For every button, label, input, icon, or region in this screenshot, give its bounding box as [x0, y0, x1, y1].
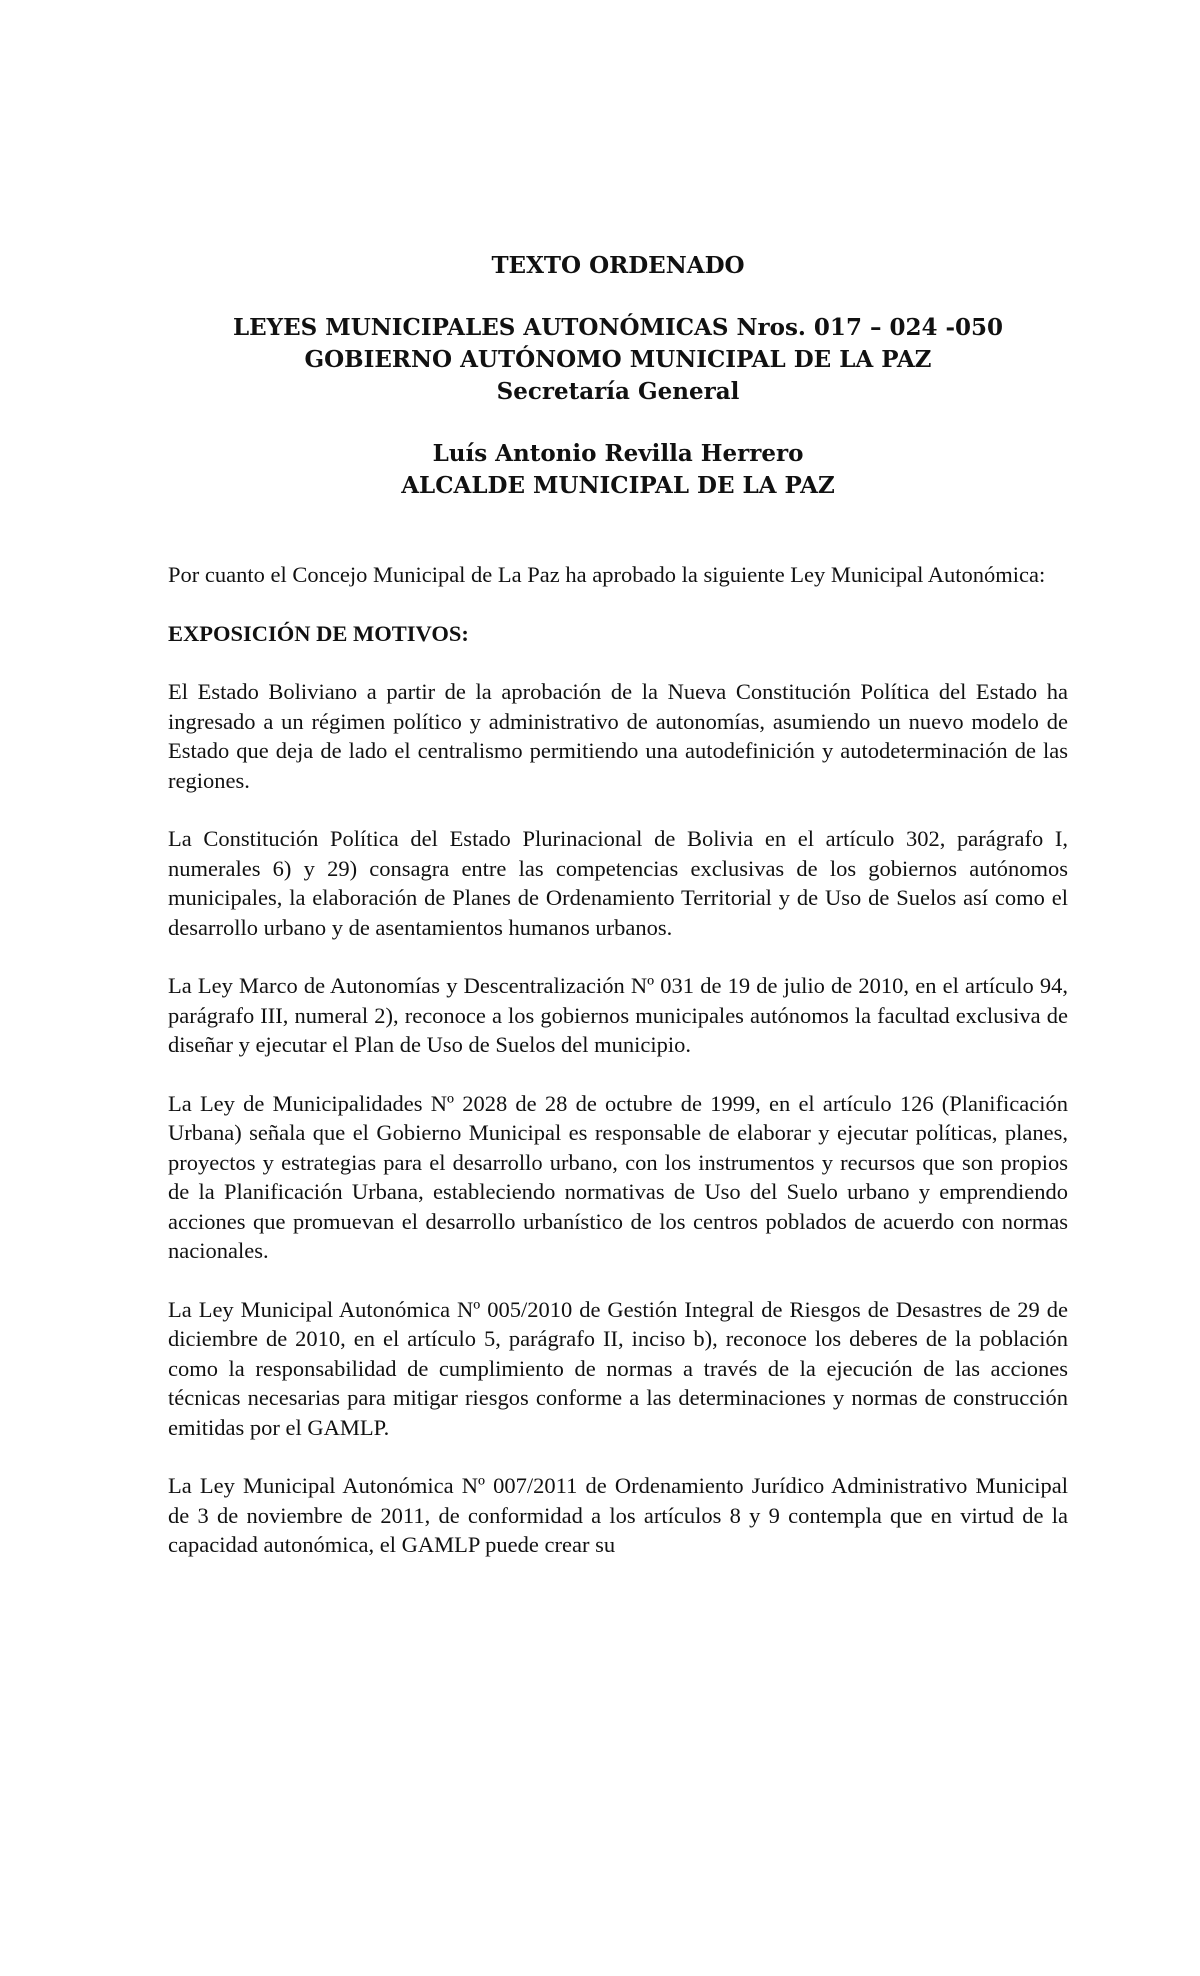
- laws-heading: LEYES MUNICIPALES AUTONÓMICAS Nros. 017 – 024 -050: [232, 314, 1004, 341]
- mayor-title: ALCALDE MUNICIPAL DE LA PAZ: [401, 472, 835, 499]
- paragraph-6: La Ley Municipal Autonómica Nº 007/2011 de Ordenamiento Jurídico Administrativo Municipal de 3 de noviembre de 2011, de conformidad a los artículos 8 y 9 contempla que en virtud de la capacidad autonómica, el GAMLP puede crear su: [168, 1473, 1068, 1557]
- section-heading: EXPOSICIÓN DE MOTIVOS:: [168, 620, 469, 646]
- paragraph-3: La Ley Marco de Autonomías y Descentralización Nº 031 de 19 de julio de 2010, en el artículo 94, parágrafo III, numeral 2), reconoce a los gobiernos municipales autónomos la facultad exclusiva de diseñar y ejecutar el Plan de Uso de Suelos del municipio.: [168, 973, 1068, 1057]
- paragraph-1: El Estado Boliviano a partir de la aprobación de la Nueva Constitución Política del Estado ha ingresado a un régimen político y administrativo de autonomías, asumiendo un nuevo modelo de Estado que deja de lado el centralismo permitiendo una autodefinición y autodeterminación de las regiones.: [168, 679, 1068, 793]
- document-title: TEXTO ORDENADO: [491, 252, 745, 279]
- paragraph-5: La Ley Municipal Autonómica Nº 005/2010 de Gestión Integral de Riesgos de Desastres de 29 de diciembre de 2010, en el artículo 5, parágrafo II, inciso b), reconoce los deberes de la población como la responsabilidad de cumplimiento de normas a través de la ejecución de las acciones técnicas necesarias para mitigar riesgos conforme a las determinaciones y normas de construcción emitidas por el GAMLP.: [168, 1296, 1068, 1440]
- mayor-name: Luís Antonio Revilla Herrero: [432, 440, 804, 467]
- document-content: [168, 250, 1068, 1589]
- paragraph-4: La Ley de Municipalidades Nº 2028 de 28 de octubre de 1999, en el artículo 126 (Planificación Urbana) señala que el Gobierno Municipal es responsable de elaborar y ejecutar políticas, planes, proyectos y estrategias para el desarrollo urbano, con los instrumentos y recursos que son propios de la Planificación Urbana, estableciendo normativas de Uso del Suelo urbano y emprendiendo acciones que promuevan el desarrollo urbanístico de los centros poblados de acuerdo con normas nacionales.: [168, 1090, 1068, 1263]
- intro-paragraph: Por cuanto el Concejo Municipal de La Paz ha aprobado la siguiente Ley Municipal Autonómica:: [168, 562, 1046, 587]
- government-heading: GOBIERNO AUTÓNOMO MUNICIPAL DE LA PAZ: [304, 346, 932, 373]
- office-heading: Secretaría General: [496, 378, 740, 405]
- paragraph-2: La Constitución Política del Estado Plurinacional de Bolivia en el artículo 302, parágrafo I, numerales 6) y 29) consagra entre las competencias exclusivas de los gobiernos autónomos municipales, la elaboración de Planes de Ordenamiento Territorial y de Uso de Suelos así como el desarrollo urbano y de asentamientos humanos urbanos.: [168, 826, 1068, 940]
